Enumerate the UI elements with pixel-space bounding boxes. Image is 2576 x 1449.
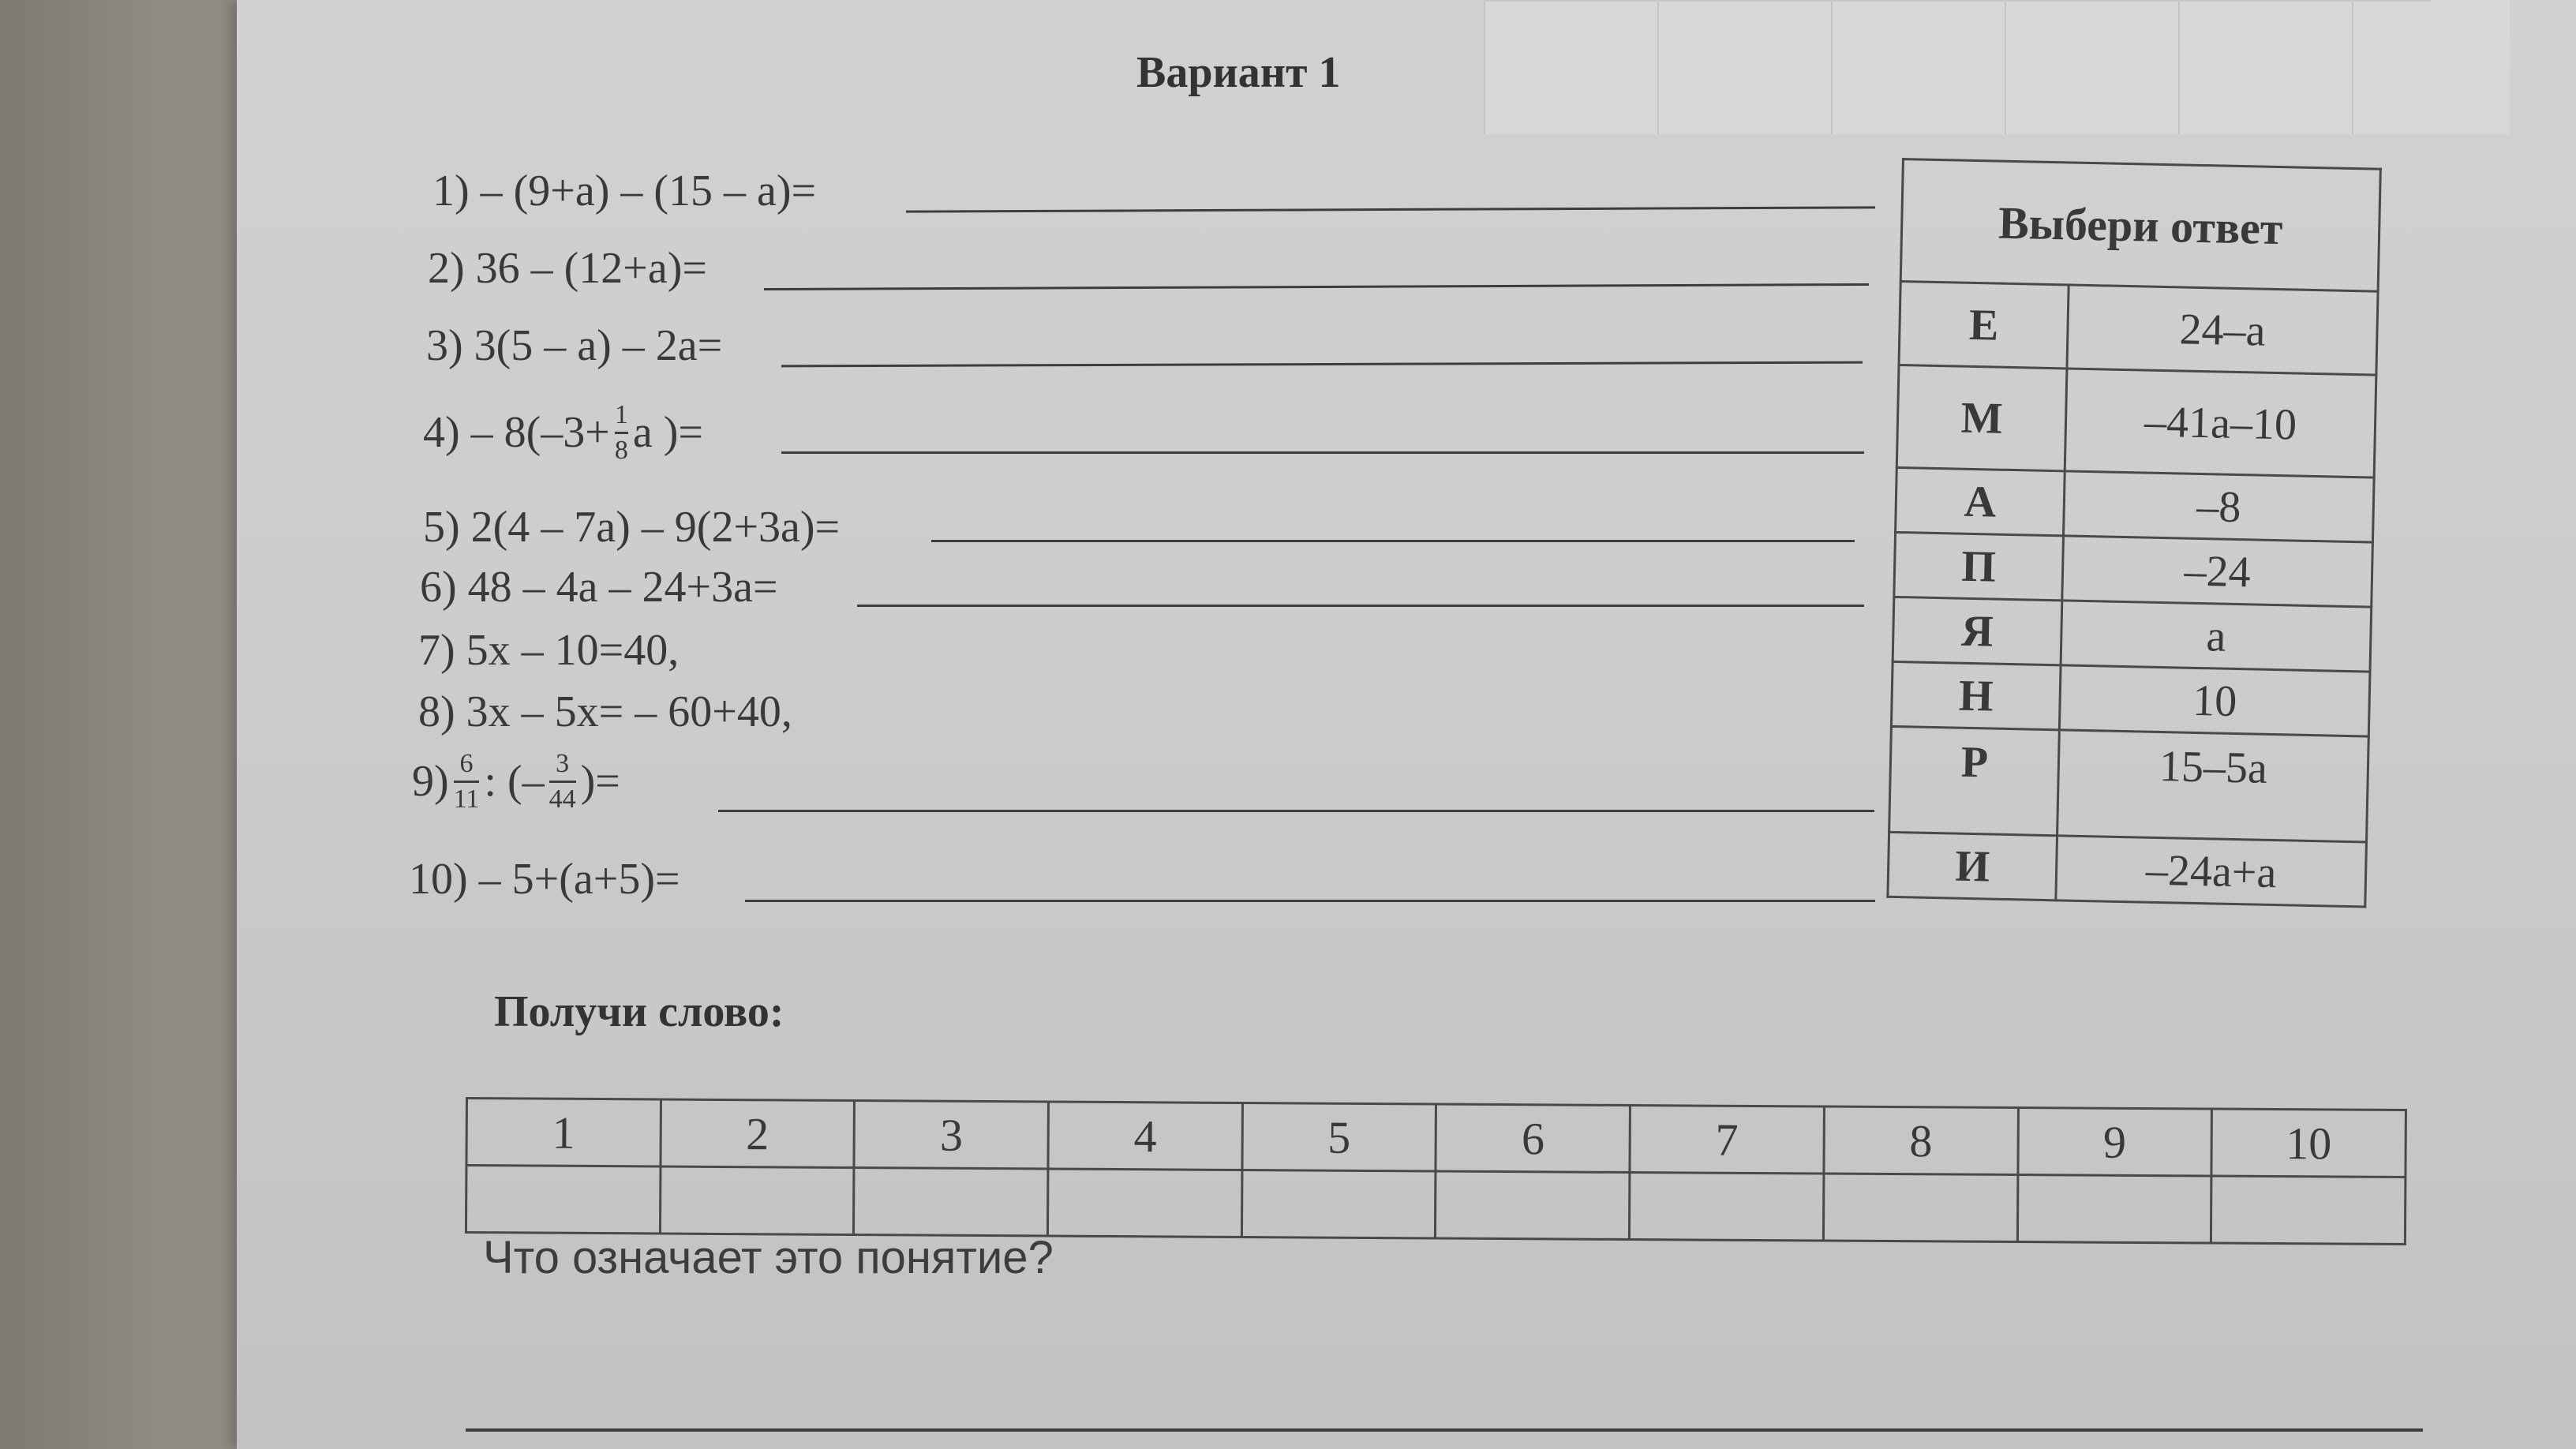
task-4-numerator: 1	[614, 400, 628, 429]
answer-line-9[interactable]	[718, 810, 1874, 812]
task-3	[426, 320, 722, 371]
task-9-text-before: 9)	[412, 757, 449, 807]
task-2-text: 2) 36 – (12+a)=	[428, 244, 707, 293]
task-6	[420, 562, 778, 612]
answer-row	[1899, 281, 2378, 375]
answer-row	[1896, 467, 2375, 542]
question-answer-line[interactable]	[466, 1428, 2423, 1432]
answer-letter: Я	[1893, 597, 2062, 665]
answer-choices-table	[1886, 158, 2382, 908]
answer-letter: Р	[1889, 726, 2060, 835]
task-9-numerator-2: 3	[556, 749, 570, 778]
task-1-text: 1) – (9+a) – (15 – a)=	[432, 167, 817, 215]
task-4-text-before: 4) – 8(–3+	[423, 408, 610, 458]
task-9	[412, 750, 620, 813]
fraction-bar	[549, 781, 576, 783]
answer-value: –24a+a	[2056, 836, 2367, 907]
answer-line-4[interactable]	[781, 451, 1864, 454]
task-9-fraction-2	[549, 750, 576, 813]
word-letter-cell[interactable]	[466, 1166, 660, 1234]
answer-line-6[interactable]	[857, 605, 1864, 607]
word-number-cell: 9	[2017, 1108, 2211, 1176]
task-8	[418, 687, 792, 737]
answer-line-10[interactable]	[745, 900, 1875, 902]
task-7	[418, 625, 679, 676]
word-number-cell: 2	[661, 1099, 855, 1167]
task-7-text: 7) 5x – 10=40,	[418, 626, 680, 675]
question-text: Что означает это понятие?	[483, 1232, 1054, 1283]
answer-row	[1888, 832, 2367, 907]
word-number-cell: 4	[1048, 1102, 1242, 1170]
task-6-text: 6) 48 – 4a – 24+3a=	[420, 563, 778, 612]
word-number-cell: 8	[1824, 1106, 2018, 1174]
answer-letter: Е	[1899, 281, 2069, 368]
task-9-fraction-1	[454, 750, 480, 813]
fraction-bar	[615, 432, 628, 434]
word-number-cell: 6	[1436, 1104, 1630, 1172]
answer-letter: П	[1894, 532, 2064, 600]
word-letter-cell[interactable]	[1630, 1173, 1824, 1241]
word-letter-cell[interactable]	[854, 1168, 1048, 1236]
answer-value: 15–5a	[2057, 730, 2369, 842]
answer-table-header-row	[1900, 159, 2380, 292]
answer-row	[1894, 532, 2373, 607]
task-9-denominator-2: 44	[549, 784, 576, 814]
task-4-text-after: a )=	[632, 408, 703, 458]
answer-row	[1889, 726, 2369, 842]
task-1	[432, 166, 816, 216]
task-9-numerator-1: 6	[459, 749, 474, 778]
task-10	[409, 854, 680, 904]
word-letter-cell[interactable]	[2211, 1176, 2406, 1244]
answer-value: –8	[2064, 471, 2375, 542]
task-9-denominator-1: 11	[453, 784, 480, 814]
answer-table-header: Выбери ответ	[1900, 159, 2380, 292]
task-5	[423, 502, 840, 552]
answer-value: 10	[2059, 665, 2370, 736]
answer-value: 24–a	[2067, 285, 2378, 375]
word-letter-cell[interactable]	[1436, 1171, 1630, 1239]
task-4-denominator: 8	[614, 435, 628, 465]
task-4-fraction	[615, 401, 628, 464]
word-number-cell: 7	[1630, 1106, 1824, 1174]
answer-row	[1896, 365, 2376, 477]
answer-letter: А	[1896, 467, 2065, 535]
task-4	[423, 401, 703, 464]
answer-value: –41a–10	[2065, 369, 2376, 477]
word-letter-cell[interactable]	[660, 1166, 854, 1234]
answer-letter: Н	[1891, 661, 2061, 729]
task-9-text-after: )=	[580, 757, 620, 807]
get-word-heading: Получи слово:	[494, 987, 784, 1036]
task-10-text: 10) – 5+(a+5)=	[409, 855, 680, 904]
task-2	[428, 243, 707, 294]
task-5-text: 5) 2(4 – 7a) – 9(2+3a)=	[423, 503, 841, 552]
word-table	[465, 1097, 2407, 1245]
answer-letter: М	[1896, 365, 2067, 470]
answer-row	[1891, 661, 2370, 736]
word-number-cell: 5	[1242, 1103, 1436, 1171]
answer-letter: И	[1888, 832, 2057, 900]
answer-value: –24	[2062, 536, 2373, 607]
answer-row	[1893, 597, 2372, 672]
word-letter-cell[interactable]	[1241, 1170, 1436, 1238]
task-8-text: 8) 3x – 5x= – 60+40,	[418, 687, 792, 736]
word-number-cell: 3	[854, 1101, 1048, 1169]
variant-title: Вариант 1	[1136, 48, 1341, 97]
fraction-bar	[454, 781, 480, 783]
answer-line-5[interactable]	[931, 540, 1855, 542]
word-number-row	[466, 1099, 2406, 1178]
word-letter-cell[interactable]	[1048, 1169, 1242, 1237]
task-9-text-middle: : (–	[484, 757, 545, 807]
word-letter-cell[interactable]	[1823, 1174, 2017, 1241]
answer-value: a	[2061, 601, 2372, 672]
word-letter-cell[interactable]	[2017, 1175, 2211, 1243]
background-sheet-grid	[1484, 0, 2431, 134]
word-number-cell: 10	[2211, 1109, 2406, 1177]
word-number-cell: 1	[466, 1099, 661, 1166]
task-3-text: 3) 3(5 – a) – 2a=	[426, 321, 723, 370]
